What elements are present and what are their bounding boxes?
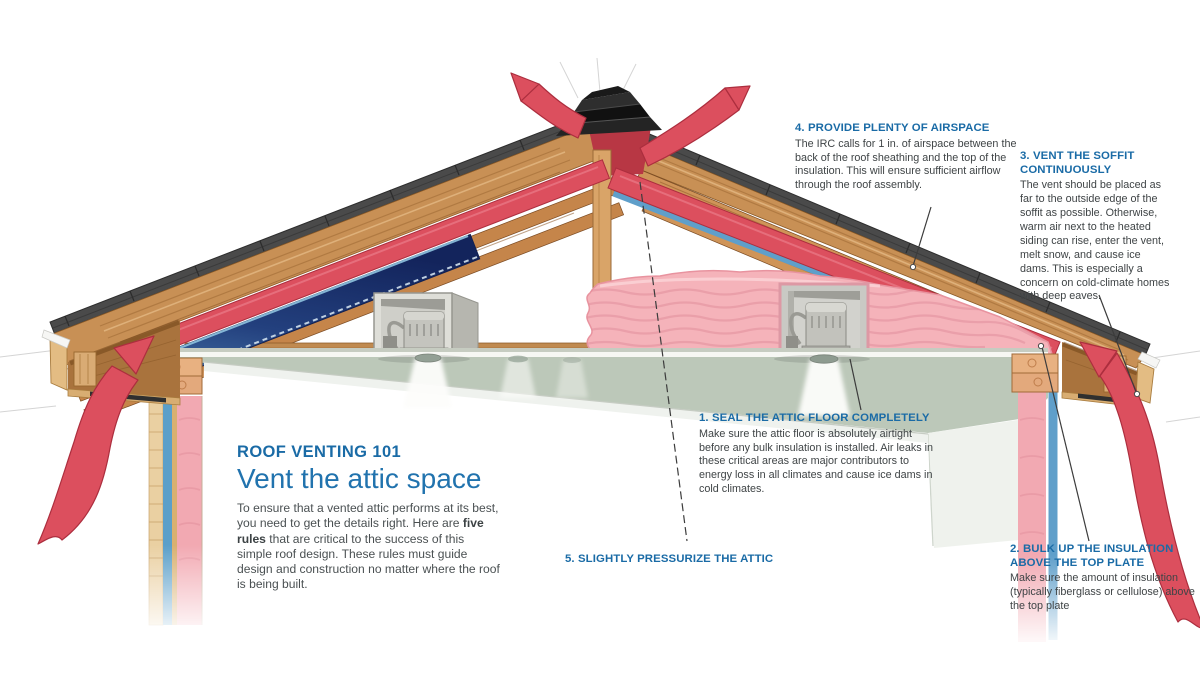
annotation-5-pressurize <box>565 553 865 569</box>
annotation-3-vent-soffit <box>1020 150 1173 304</box>
annotation-3-heading: 3. VENT THE SOFFIT CONTINUOUSLY <box>1020 150 1135 176</box>
annotation-2-heading: 2. BULK UP THE INSULATION ABOVE THE TOP PLATE <box>1010 543 1174 569</box>
airflow-arrow-ridge-left <box>511 73 586 138</box>
annotation-2-body: Make sure the amount of insulation (typically fiberglass or cellulose) above the top plate <box>1010 572 1195 612</box>
annotation-4-airspace <box>795 122 1029 193</box>
annotation-1-body: Make sure the attic floor is absolutely airtight before any bulk insulation is installed. Air leaks in these critical areas are major contributors to energy loss in all climates and cause ice dams in cold climates. <box>699 427 934 496</box>
kicker-heading: ROOF VENTING 101 <box>237 443 402 461</box>
annotation-4-body: The IRC calls for 1 in. of airspace between the back of the roof sheathing and the top of the insulation. This will ensure sufficient airflow through the roof assembly. <box>795 137 1017 192</box>
annotation-2-bulk-insulation <box>1010 543 1200 614</box>
title-block <box>237 443 501 593</box>
intro-paragraph: To ensure that a vented attic performs at its best, you need to get the details right. Here are five rules that are critical to the success of this simple roof design. These rules must guide design and construction no matter where the roof is being built. <box>237 501 500 592</box>
recessed-light-box-right <box>780 284 868 357</box>
annotation-4-heading: 4. PROVIDE PLENTY OF AIRSPACE <box>795 122 990 134</box>
annotation-3-body: The vent should be placed as far to the outside edge of the soffit as possible. Otherwise, warm air next to the heated siding can rise, enter the vent, melt snow, and cause ice dams. This is especially a concern on cold-climate homes with deep eaves. <box>1020 179 1170 303</box>
annotation-1-seal-floor <box>699 412 939 497</box>
recessed-light-box-left <box>374 293 478 357</box>
annotation-1-heading: 1. SEAL THE ATTIC FLOOR COMPLETELY <box>699 412 930 424</box>
page-title: Vent the attic space <box>237 463 482 494</box>
annotation-5-heading: 5. SLIGHTLY PRESSURIZE THE ATTIC <box>565 553 774 565</box>
